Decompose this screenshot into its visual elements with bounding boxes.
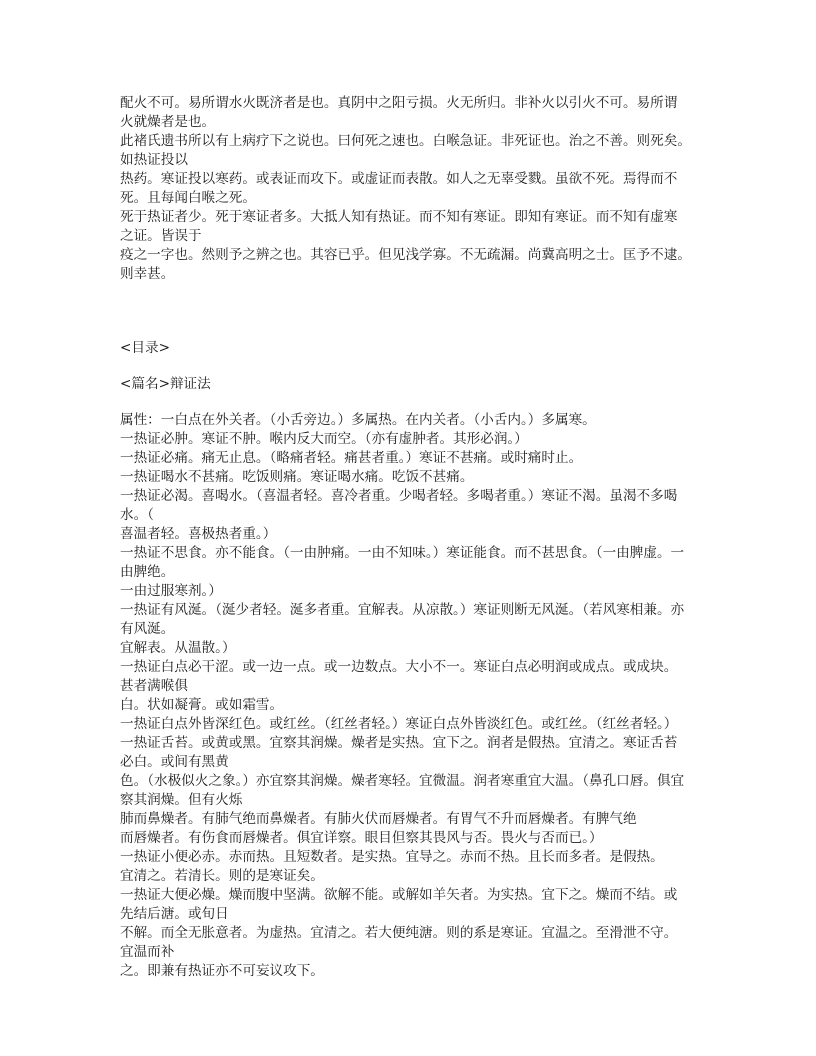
- attribute-line: 属性：一白点在外关者。（小舌旁边。）多属热。在内关者。（小舌内。）多属寒。: [120, 412, 596, 428]
- document-page: [120, 94, 698, 981]
- text-line: 火就燥者是也。: [120, 114, 216, 130]
- text-line: 一热证必痛。痛无止息。（略痛者轻。痛甚者重。）寒证不甚痛。或时痛时止。: [120, 450, 583, 466]
- text-line: 一热证白点必干涩。或一边一点。或一边数点。大小不一。寒证白点必明润或成点。或成块。: [120, 659, 678, 675]
- text-line: 疫之一字也。然则予之辨之也。其容已乎。但见浅学寡。不无疏漏。尚冀高明之士。匡予不逮。: [120, 247, 691, 263]
- text-line: 而唇燥者。有伤食而唇燥者。俱宜详察。眼目但察其畏风与否。畏火与否而已。）: [120, 830, 603, 846]
- text-line: 一热证舌苔。或黄或黑。宜察其润燥。燥者是实热。宜下之。润者是假热。宜清之。寒证舌苔: [120, 735, 678, 751]
- text-line: 配火不可。易所谓水火既济者是也。真阴中之阳亏损。火无所归。非补火以引火不可。易所谓: [120, 95, 678, 111]
- text-line: 色。（水极似火之象。）亦宜察其润燥。燥者寒轻。宜微温。润者寒重宜大温。（鼻孔口唇。俱宜: [120, 773, 685, 789]
- blank-space: [120, 358, 698, 375]
- text-line: 由脾绝。: [120, 564, 175, 580]
- text-line: 死。且每闻白喉之死。: [120, 190, 256, 206]
- toc-marker: <目录>: [120, 340, 170, 356]
- text-line: 热药。寒证投以寒药。或表证而攻下。或虚证而表散。如人之无辜受戮。虽欲不死。焉得而不: [120, 171, 678, 187]
- text-line: 一由过服寒剂。）: [120, 583, 222, 599]
- text-line: 喜温者轻。喜极热者重。）: [120, 526, 277, 542]
- text-line: 如热证投以: [120, 152, 188, 168]
- text-line: 水。（: [120, 507, 154, 523]
- text-line: 有风涎。: [120, 621, 175, 637]
- text-line: 宜清之。若清长。则的是寒证矣。: [120, 868, 324, 884]
- text-line: 甚者满喉俱: [120, 678, 188, 694]
- section-title: <篇名>辩证法: [120, 376, 211, 392]
- text-line: 一热证不思食。亦不能食。（一由肿痛。一由不知味。）寒证能食。而不甚思食。（一由脾虚。一: [120, 545, 685, 561]
- text-line: 一热证喝水不甚痛。吃饭则痛。寒证喝水痛。吃饭不甚痛。: [120, 469, 474, 485]
- text-line: 一热证大便必燥。燥而腹中坚满。欲解不能。或解如羊矢者。为实热。宜下之。燥而不结。或: [120, 887, 678, 903]
- text-line: 先结后溏。或旬日: [120, 906, 229, 922]
- text-line: 此褚氏遗书所以有上病疗下之说也。曰何死之速也。白喉急证。非死证也。治之不善。则死矣。: [120, 133, 691, 149]
- blank-space: [120, 284, 698, 339]
- text-line: 宜温而补: [120, 944, 175, 960]
- text-line: 则幸甚。: [120, 266, 175, 282]
- section-body: [120, 411, 698, 981]
- text-line: 必白。或间有黑黄: [120, 754, 229, 770]
- text-line: 不解。而全无胀意者。为虚热。宜清之。若大便纯溏。则的系是寒证。宜温之。至滑泄不守。: [120, 925, 678, 941]
- text-line: 一热证必渴。喜喝水。（喜温者轻。喜冷者重。少喝者轻。多喝者重。）寒证不渴。虽渴不多喝: [120, 488, 678, 504]
- text-line: 一热证必肿。寒证不肿。喉内反大而空。（亦有虚肿者。其形必润。）: [120, 431, 528, 447]
- text-line: 察其润燥。但有火烁: [120, 792, 243, 808]
- text-line: 之证。皆误于: [120, 228, 202, 244]
- intro-paragraph: [120, 94, 698, 284]
- text-line: 之。即兼有热证亦不可妄议攻下。: [120, 963, 324, 979]
- text-line: 一热证白点外皆深红色。或红丝。（红丝者轻。）寒证白点外皆淡红色。或红丝。（红丝者轻。）: [120, 716, 678, 732]
- text-line: 白。状如凝膏。或如霜雪。: [120, 697, 284, 713]
- text-line: 一热证有风涎。（涎少者轻。涎多者重。宜解表。从凉散。）寒证则断无风涎。（若风寒相兼。亦: [120, 602, 685, 618]
- text-line: 肺而鼻燥者。有肺气绝而鼻燥者。有肺火伏而唇燥者。有胃气不升而唇燥者。有脾气绝: [120, 811, 637, 827]
- blank-space: [120, 394, 698, 411]
- text-line: 一热证小便必赤。赤而热。且短数者。是实热。宜导之。赤而不热。且长而多者。是假热。: [120, 849, 664, 865]
- text-line: 宜解表。从温散。）: [120, 640, 236, 656]
- text-line: 死于热证者少。死于寒证者多。大抵人知有热证。而不知有寒证。即知有寒证。而不知有虚寒: [120, 209, 678, 225]
